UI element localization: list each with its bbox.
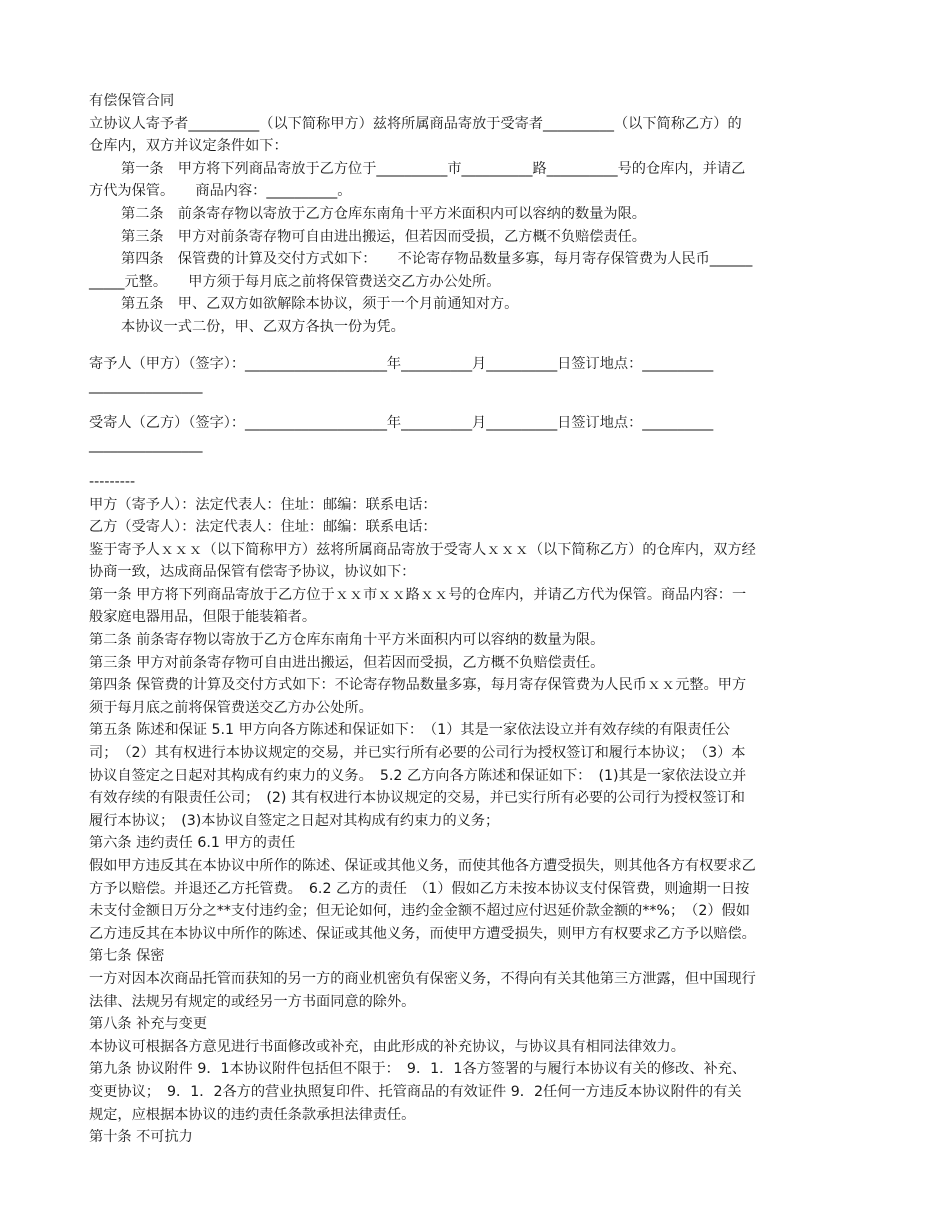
body-line: 鉴于寄予人ｘｘｘ（以下简称甲方）兹将所属商品寄放于受寄人ｘｘｘ（以下简称乙方）的仓库内，双方经 bbox=[89, 541, 756, 558]
body-line: 般家庭电器用品，但限于能装箱者。 bbox=[89, 609, 317, 626]
signature-line-party-b: 受寄人（乙方）（签字）：____________________年__________月__________日签订地点：__________ bbox=[89, 414, 714, 431]
body-line: 第二条 前条寄存物以寄放于乙方仓库东南角十平方米面积内可以容纳的数量为限。 bbox=[89, 632, 605, 649]
body-line: 本协议可根据各方意见进行书面修改或补充，由此形成的补充协议，与协议具有相同法律效力。 bbox=[89, 1038, 685, 1055]
body-line: 未支付金额日万分之**支付违约金；但无论如何，违约金金额不超过应付迟延价款金额的**%； （2）假如 bbox=[89, 903, 750, 920]
body-line: 须于每月底之前将保管费送交乙方办公处所。 bbox=[89, 699, 373, 716]
body-line: 变更协议； 9．1．2各方的营业执照复印件、托管商品的有效证件 9．2任何一方违反本协议附件的有关 bbox=[89, 1083, 742, 1100]
body-line: 司； （2）其有权进行本协议规定的交易，并已实行所有必要的公司行为授权签订和履行本协议； （3）本 bbox=[89, 745, 746, 762]
body-line: 协商一致，达成商品保管有偿寄予协议，协议如下： bbox=[89, 564, 416, 581]
body-line: 履行本协议； (3)本协议自签定之日起对其构成有约束力的义务； bbox=[89, 812, 500, 829]
clause-line: 第五条 甲、乙双方如欲解除本协议，须于一个月前通知对方。 bbox=[121, 296, 519, 313]
body-line: 第九条 协议附件 9．1本协议附件包括但不限于： 9．1．1各方签署的与履行本协议有关的修改、补充、 bbox=[89, 1061, 747, 1078]
body-line: 第五条 陈述和保证 5.1 甲方向各方陈述和保证如下： （1）其是一家依法设立并有效存续的有限责任公 bbox=[89, 722, 730, 739]
body-line: 乙方（受寄人）：法定代表人：住址：邮编：联系电话： bbox=[89, 519, 437, 536]
body-line: 有效存续的有限责任公司； (2) 其有权进行本协议规定的交易，并已实行所有必要的公司行为授权签订和 bbox=[89, 790, 745, 807]
body-line: 第三条 甲方对前条寄存物可自由进出搬运，但若因而受损，乙方概不负赔偿责任。 bbox=[89, 654, 605, 671]
clause-line: 第二条 前条寄存物以寄放于乙方仓库东南角十平方米面积内可以容纳的数量为限。 bbox=[121, 205, 646, 222]
clause-line: 第一条 甲方将下列商品寄放于乙方位于__________市__________路__________号的仓库内，并请乙 bbox=[121, 160, 746, 177]
body-line: 方予以赔偿。并退还乙方托管费。 6.2 乙方的责任 （1）假如乙方未按本协议支付保管费，则逾期一日按 bbox=[89, 880, 750, 897]
signature-line-party-a: 寄予人（甲方）（签字）：____________________年__________月__________日签订地点：__________ bbox=[89, 355, 714, 372]
body-line: 规定，应根据本协议的违约责任条款承担法律责任。 bbox=[89, 1106, 416, 1123]
contract-document bbox=[89, 90, 861, 1149]
body-line: 甲方（寄予人）：法定代表人：住址：邮编：联系电话： bbox=[89, 496, 437, 513]
intro-line: 仓库内，双方并议定条件如下： bbox=[89, 138, 288, 155]
body-line: 第八条 补充与变更 bbox=[89, 1016, 208, 1033]
clause-line: 本协议一式二份，甲、乙双方各执一份为凭。 bbox=[121, 318, 405, 335]
body-line: 一方对因本次商品托管而获知的另一方的商业机密负有保密义务，不得向有关其他第三方泄露，但中国现行 bbox=[89, 970, 756, 987]
signature-line-continuation: ________________ bbox=[89, 437, 203, 454]
clause-line: 第四条 保管费的计算及交付方式如下： 不论寄存物品数量多寡，每月寄存保管费为人民币______ bbox=[121, 251, 753, 268]
body-line: 假如甲方违反其在本协议中所作的陈述、保证或其他义务，而使其他各方遭受损失，则其他各方有权要求乙 bbox=[89, 858, 756, 874]
body-line: 第十条 不可抗力 bbox=[89, 1129, 193, 1146]
body-line: 第四条 保管费的计算及交付方式如下：不论寄存物品数量多寡，每月寄存保管费为人民币ｘｘ元整。甲方 bbox=[89, 677, 747, 694]
signature-line-continuation: ________________ bbox=[89, 378, 203, 395]
body-line: 乙方违反其在本协议中所作的陈述、保证或其他义务，而使甲方遭受损失，则甲方有权要求乙方予以赔偿。 bbox=[89, 925, 756, 942]
separator: --------- bbox=[89, 473, 136, 490]
body-line: 协议自签定之日起对其构成有约束力的义务。 5.2 乙方向各方陈述和保证如下： (1)其是一家依法设立并 bbox=[89, 767, 747, 784]
body-line: 第七条 保密 bbox=[89, 948, 165, 965]
clause-line: 方代为保管。 商品内容：__________。 bbox=[89, 183, 352, 200]
document-title: 有偿保管合同 bbox=[89, 93, 175, 109]
clause-line: 第三条 甲方对前条寄存物可自由进出搬运，但若因而受损，乙方概不负赔偿责任。 bbox=[121, 228, 646, 245]
intro-line: 立协议人寄予者__________（以下简称甲方）兹将所属商品寄放于受寄者__________（以下简称乙方）的 bbox=[89, 115, 742, 132]
body-line: 第一条 甲方将下列商品寄放于乙方位于ｘｘ市ｘｘ路ｘｘ号的仓库内，并请乙方代为保管。商品内容：一 bbox=[89, 586, 747, 603]
body-line: 法律、法规另有规定的或经另一方书面同意的除外。 bbox=[89, 993, 416, 1010]
body-line: 第六条 违约责任 6.1 甲方的责任 bbox=[89, 835, 296, 852]
clause-line: _____元整。 甲方须于每月底之前将保管费送交乙方办公处所。 bbox=[89, 273, 501, 290]
